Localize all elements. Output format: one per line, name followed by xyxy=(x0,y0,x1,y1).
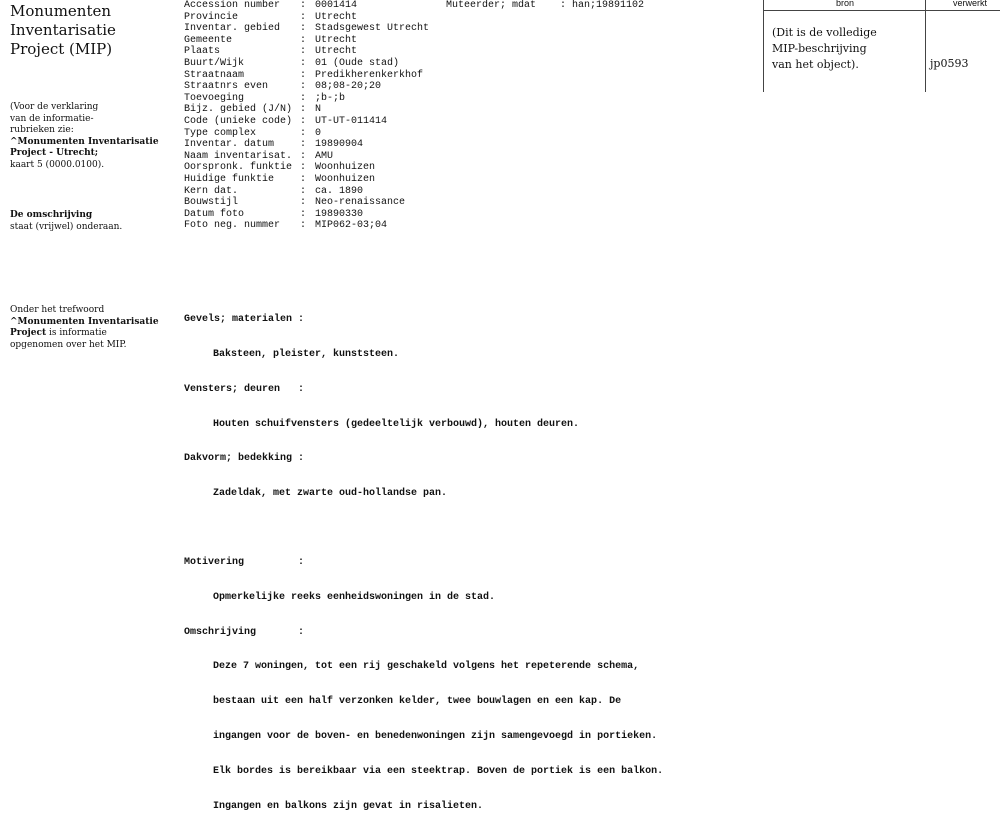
note-line: is informatie xyxy=(46,328,107,338)
field-value: N xyxy=(315,104,322,116)
field-value: MIP062-03;04 xyxy=(315,220,388,232)
field-label: Foto neg. nummer xyxy=(184,220,281,232)
column-header-bron: bron xyxy=(836,0,855,8)
field-label: Naam inventarisat. xyxy=(184,150,293,162)
field-separator: : xyxy=(300,69,307,81)
field-separator: : xyxy=(300,11,307,23)
page-title xyxy=(10,2,116,59)
field-label: Code (unieke code) xyxy=(184,115,293,127)
field-separator: : xyxy=(300,162,307,174)
field-value: Stadsgewest Utrecht xyxy=(315,23,430,35)
field-row xyxy=(184,81,429,93)
field-row xyxy=(184,35,429,47)
section-text: Ingangen en balkons zijn gevat in risalieten. xyxy=(213,800,484,812)
field-row xyxy=(184,46,429,58)
field-separator: : xyxy=(300,220,307,232)
field-value: 01 (Oude stad) xyxy=(315,57,400,69)
field-label: Huidige funktie xyxy=(184,173,275,185)
section-heading: Omschrijving : xyxy=(184,626,305,638)
field-label: Gemeente xyxy=(184,34,233,46)
field-row xyxy=(184,12,429,24)
field-separator: : xyxy=(300,115,307,127)
field-row xyxy=(184,104,429,116)
field-separator: : xyxy=(300,173,307,185)
note-line: rubrieken zie: xyxy=(10,125,74,135)
field-value: Utrecht xyxy=(315,46,358,58)
field-row xyxy=(184,23,429,35)
field-row xyxy=(184,174,429,186)
note-omschrijving xyxy=(10,210,175,233)
note-line: staat (vrijwel) onderaan. xyxy=(10,221,123,232)
field-label: Plaats xyxy=(184,46,221,58)
section-text: Baksteen, pleister, kunststeen. xyxy=(213,348,400,360)
mutator-field: Muteerder; mdat : han;19891102 xyxy=(446,0,645,11)
description-body xyxy=(184,291,663,824)
note-line: Onder het trefwoord xyxy=(10,305,105,315)
note-line: ^Monumenten Inventarisatie xyxy=(10,316,159,327)
field-row xyxy=(184,139,429,151)
field-row xyxy=(184,58,429,70)
source-line: (Dit is de volledige xyxy=(772,26,877,39)
field-value: Utrecht xyxy=(315,34,358,46)
field-separator: : xyxy=(300,0,307,11)
field-separator: : xyxy=(300,127,307,139)
section-text: Zadeldak, met zwarte oud-hollandse pan. xyxy=(213,488,448,500)
field-label: Provincie xyxy=(184,11,239,23)
field-row xyxy=(184,128,429,140)
field-label: Straatnrs even xyxy=(184,81,269,93)
field-row xyxy=(184,70,429,82)
section-heading: Vensters; deuren : xyxy=(184,383,305,395)
note-line: ^Monumenten Inventarisatie xyxy=(10,136,159,147)
field-row xyxy=(184,116,429,128)
field-value: 19890904 xyxy=(315,139,364,151)
field-value: Predikherenkerkhof xyxy=(315,69,424,81)
field-label: Straatnaam xyxy=(184,69,245,81)
note-line: opgenomen over het MIP. xyxy=(10,339,127,350)
section-text: Opmerkelijke reeks eenheidswoningen in de stad. xyxy=(213,591,496,603)
processed-code: jp0593 xyxy=(930,57,969,70)
field-separator: : xyxy=(300,57,307,69)
note-line: De omschrijving xyxy=(10,210,93,220)
field-separator: : xyxy=(300,23,307,35)
field-value: 19890330 xyxy=(315,208,364,220)
field-label: Toevoeging xyxy=(184,92,245,104)
source-description xyxy=(772,25,877,73)
field-label: Bouwstijl xyxy=(184,197,239,209)
field-separator: : xyxy=(300,208,307,220)
field-row xyxy=(184,220,429,232)
title-line: Monumenten xyxy=(10,2,112,20)
section-text: Deze 7 woningen, tot een rij geschakeld volgens het repeterende schema, xyxy=(213,661,640,673)
field-row xyxy=(184,162,429,174)
field-value: AMU xyxy=(315,150,334,162)
field-label: Type complex xyxy=(184,127,257,139)
field-value: 0001414 xyxy=(315,0,358,11)
field-value: 0 xyxy=(315,127,322,139)
field-separator: : xyxy=(300,92,307,104)
note-line: kaart 5 (0000.0100). xyxy=(10,159,105,170)
field-label: Inventar. gebied xyxy=(184,23,281,35)
field-label: Buurt/Wijk xyxy=(184,57,245,69)
column-header-verwerkt: verwerkt xyxy=(953,0,988,8)
field-value: ;b-;b xyxy=(315,92,346,104)
section-heading: Dakvorm; bedekking : xyxy=(184,453,305,465)
source-box xyxy=(763,0,1000,92)
title-line: Project (MIP) xyxy=(10,40,113,58)
field-value: UT-UT-011414 xyxy=(315,115,388,127)
field-row xyxy=(184,151,429,163)
field-value: Woonhuizen xyxy=(315,173,376,185)
note-line: Project xyxy=(10,328,47,338)
field-label: Oorspronk. funktie xyxy=(184,162,293,174)
title-line: Inventarisatie xyxy=(10,21,116,39)
field-label: Accession number xyxy=(184,0,281,11)
source-box-header xyxy=(764,0,1000,11)
field-row xyxy=(184,209,429,221)
section-text: bestaan uit een half verzonken kelder, twee bouwlagen en een kap. De xyxy=(213,696,622,708)
note-trefwoord xyxy=(10,305,175,351)
field-separator: : xyxy=(300,150,307,162)
field-separator: : xyxy=(300,185,307,197)
source-line: MIP-beschrijving xyxy=(772,42,867,55)
note-line: (Voor de verklaring xyxy=(10,102,99,112)
field-row xyxy=(184,93,429,105)
section-text: Houten schuifvensters (gedeeltelijk verbouwd), houten deuren. xyxy=(213,418,580,430)
field-separator: : xyxy=(300,34,307,46)
note-line: Project - Utrecht; xyxy=(10,148,99,158)
field-separator: : xyxy=(300,81,307,93)
field-value: ca. 1890 xyxy=(315,185,364,197)
field-separator: : xyxy=(300,197,307,209)
field-value: Neo-renaissance xyxy=(315,197,406,209)
field-label: Bijz. gebied (J/N) xyxy=(184,104,293,116)
section-text: Elk bordes is bereikbaar via een steektrap. Boven de portiek is een balkon. xyxy=(213,765,664,777)
field-separator: : xyxy=(300,104,307,116)
field-separator: : xyxy=(300,46,307,58)
note-legend xyxy=(10,102,175,171)
source-line: van het object). xyxy=(772,58,859,71)
field-row xyxy=(184,186,429,198)
field-row xyxy=(184,0,429,12)
section-text: ingangen voor de boven- en benedenwoningen zijn samengevoegd in portieken. xyxy=(213,730,658,742)
field-label: Kern dat. xyxy=(184,185,239,197)
field-value: 08;08-20;20 xyxy=(315,81,382,93)
field-value: Utrecht xyxy=(315,11,358,23)
section-heading: Gevels; materialen : xyxy=(184,314,305,326)
field-label: Inventar. datum xyxy=(184,139,275,151)
field-list xyxy=(184,0,429,232)
field-separator: : xyxy=(300,139,307,151)
note-line: van de informatie- xyxy=(10,113,94,124)
field-label: Datum foto xyxy=(184,208,245,220)
section-heading: Motivering : xyxy=(184,557,305,569)
field-value: Woonhuizen xyxy=(315,162,376,174)
field-row xyxy=(184,197,429,209)
